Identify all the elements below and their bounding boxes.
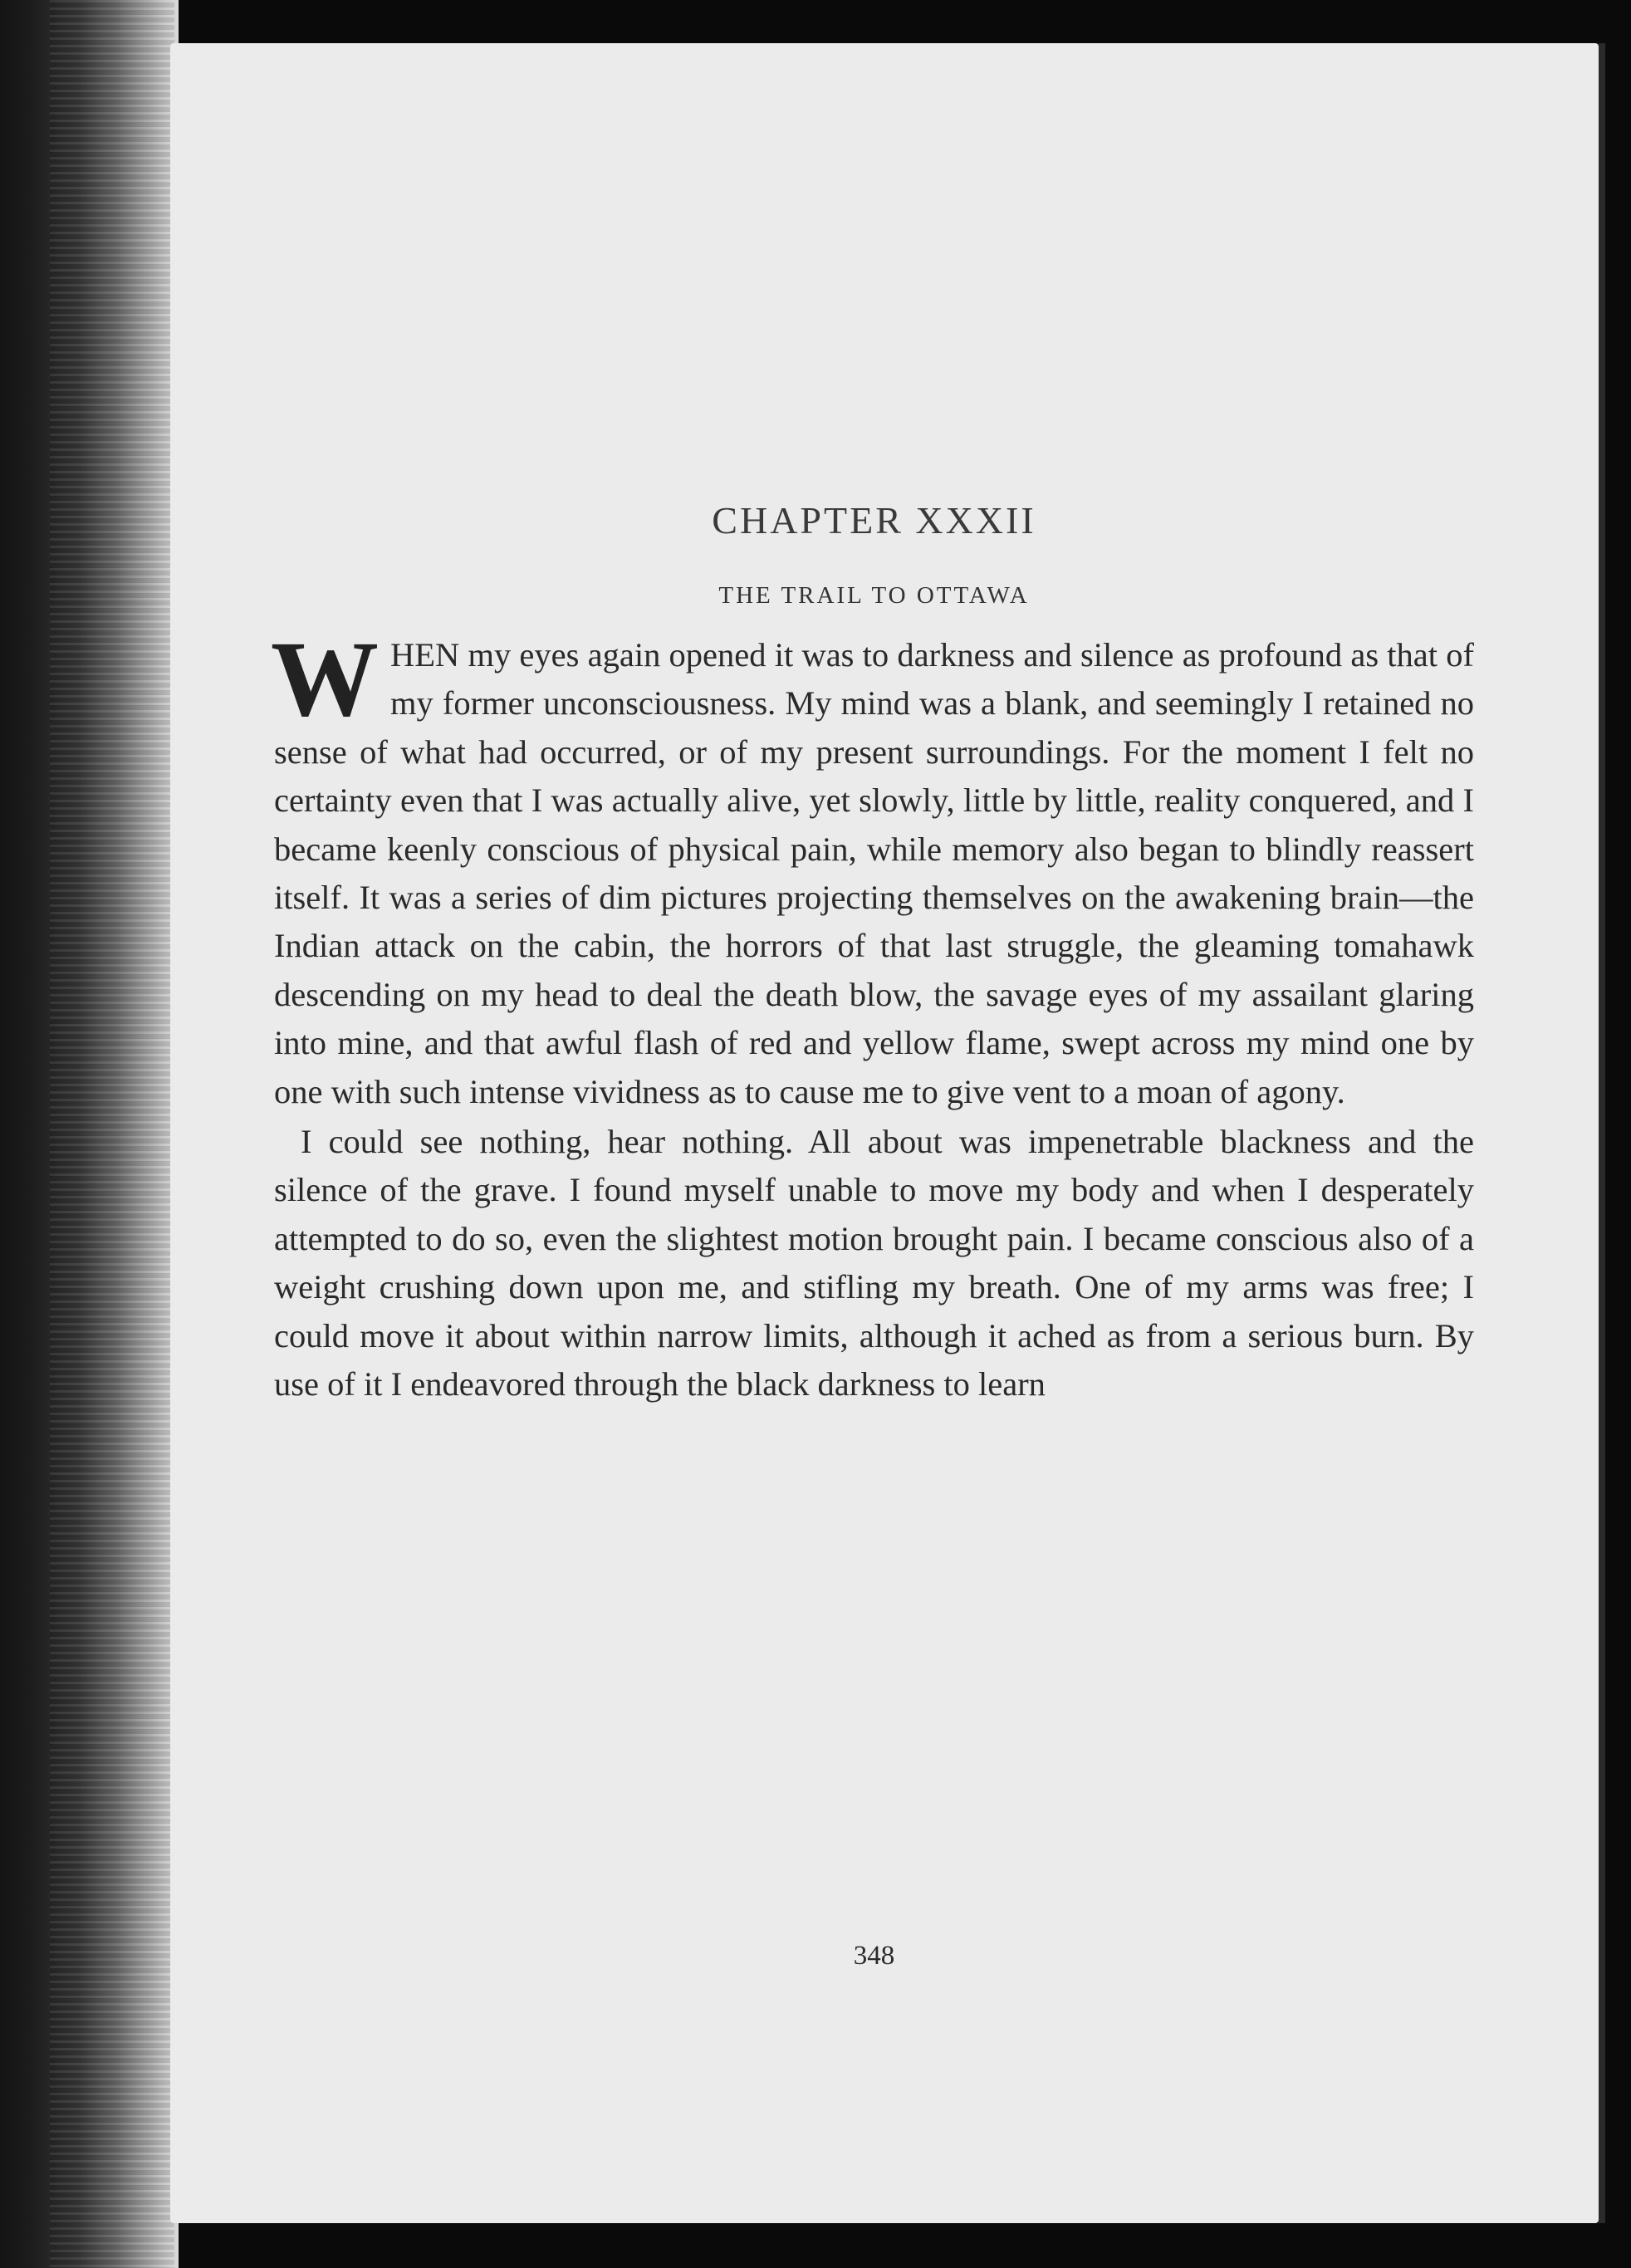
- drop-cap: W: [271, 620, 379, 739]
- paragraph-second: I could see nothing, hear nothing. All about was impenetrable blackness and the silence of the grave. I found myself unable to move my body and when I desperately attempted to do so, even the slightest motion brought pain. I became conscious also of a weight crushing down upon me, and stifling my breath. One of my arms was free; I could move it about within narrow limits, although it ached as from a serious burn. By use of it I endeavored through the black darkness to learn: [274, 1123, 1474, 1403]
- paragraph-first: [271, 620, 1474, 1116]
- page-text-block: [271, 498, 1474, 1971]
- page-edge: [1599, 43, 1605, 2223]
- page-number: 348: [853, 1941, 895, 1971]
- binding-scan-streaks: [50, 0, 174, 2268]
- chapter-heading: CHAPTER XXXII: [712, 499, 1036, 541]
- chapter-title: THE TRAIL TO OTTAWA: [718, 582, 1030, 609]
- paragraph-first-text: HEN my eyes again opened it was to darkness and silence as profound as that of my former unconsciousness. My mind was a blank, and seemingly I retained no sense of what had occurred, or of my present surroundings. For the moment I felt no certainty even that I was actually alive, yet slowly, little by little, reality conquered, and I became keenly conscious of physical pain, while memory also began to blindly reassert itself. It was a series of dim pictures projecting themselves on the awakening brain—the Indian attack on the cabin, the horrors of that last struggle, the gleaming tomahawk descending on my head to deal the death blow, the savage eyes of my assailant glaring into mine, and that awful flash of red and yellow flame, swept across my mind one by one with such intense vividness as to cause me to give vent to a moan of agony.: [274, 636, 1474, 1110]
